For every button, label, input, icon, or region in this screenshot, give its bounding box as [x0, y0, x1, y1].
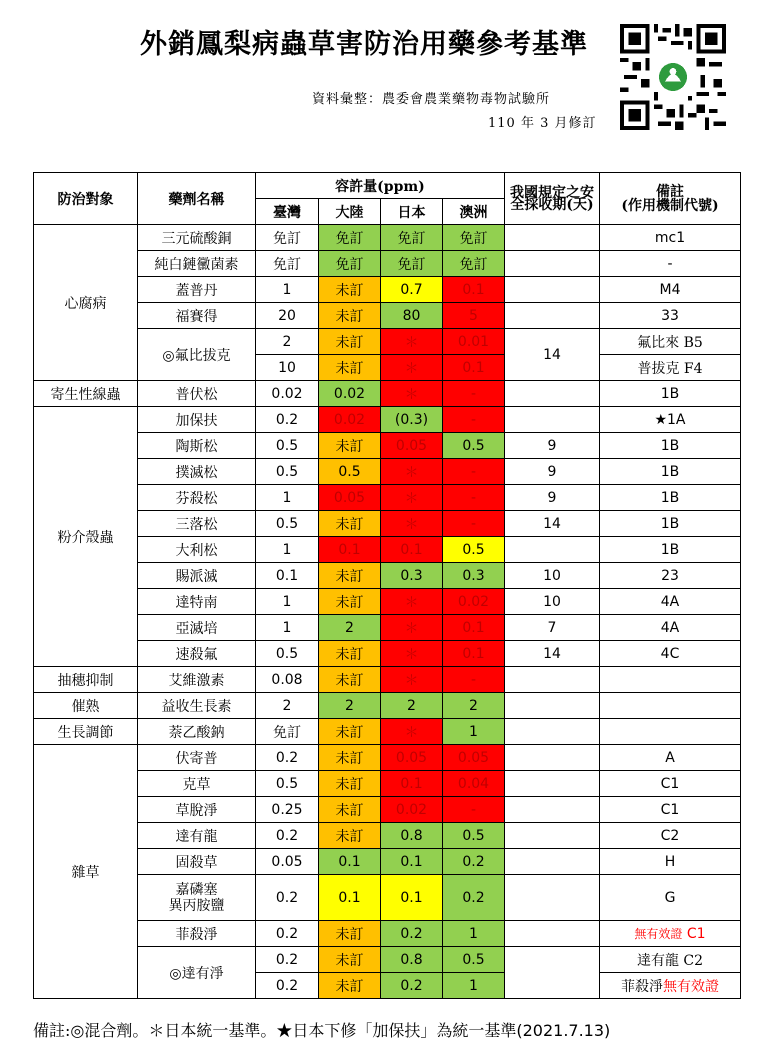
- tw-cell: 0.1: [256, 563, 319, 589]
- au-cell: 0.2: [443, 849, 505, 875]
- agent-cell: ◎達有淨: [138, 947, 256, 999]
- note-cell: 達有龍 C2: [600, 947, 741, 973]
- jp-cell: 0.1: [381, 849, 443, 875]
- jp-cell: 80: [381, 303, 443, 329]
- table-row: [34, 947, 741, 973]
- cn-cell: 0.5: [319, 459, 381, 485]
- au-cell: 0.1: [443, 615, 505, 641]
- note-cell: 23: [600, 563, 741, 589]
- jp-cell: ＊: [381, 667, 443, 693]
- phi-cell: [505, 745, 600, 771]
- phi-cell: [505, 797, 600, 823]
- tw-cell: 0.5: [256, 511, 319, 537]
- note-cell: mc1: [600, 225, 741, 251]
- cn-cell: 未訂: [319, 511, 381, 537]
- agent-cell: 達特南: [138, 589, 256, 615]
- tw-cell: 1: [256, 589, 319, 615]
- tw-cell: 0.5: [256, 771, 319, 797]
- table-row: [34, 745, 741, 771]
- tw-cell: 0.25: [256, 797, 319, 823]
- cn-cell: 未訂: [319, 797, 381, 823]
- au-cell: 0.5: [443, 433, 505, 459]
- au-cell: 免訂: [443, 225, 505, 251]
- phi-cell: [505, 875, 600, 921]
- agent-cell: 菲殺淨: [138, 921, 256, 947]
- note-cell: 氟比來 B5: [600, 329, 741, 355]
- au-cell: 0.5: [443, 537, 505, 563]
- tw-cell: 1: [256, 537, 319, 563]
- target-cell: 寄生性線蟲: [34, 381, 138, 407]
- tw-cell: 2: [256, 693, 319, 719]
- phi-cell: [505, 381, 600, 407]
- note-cell: 1B: [600, 433, 741, 459]
- cn-cell: 未訂: [319, 947, 381, 973]
- jp-cell: ＊: [381, 381, 443, 407]
- note-cell: -: [600, 251, 741, 277]
- cn-cell: 未訂: [319, 563, 381, 589]
- au-cell: 5: [443, 303, 505, 329]
- note-cell: A: [600, 745, 741, 771]
- cn-cell: 0.1: [319, 537, 381, 563]
- cn-cell: 0.05: [319, 485, 381, 511]
- phi-cell: [505, 251, 600, 277]
- tw-cell: 0.5: [256, 433, 319, 459]
- phi-cell: [505, 947, 600, 999]
- note-cell: G: [600, 875, 741, 921]
- cn-cell: 0.1: [319, 875, 381, 921]
- jp-cell: 0.2: [381, 973, 443, 999]
- jp-cell: ＊: [381, 511, 443, 537]
- tw-cell: 1: [256, 277, 319, 303]
- note-cell: [600, 921, 741, 947]
- tw-cell: 0.5: [256, 459, 319, 485]
- agent-cell: 艾維激素: [138, 667, 256, 693]
- header-agent: 藥劑名稱: [138, 173, 256, 225]
- agent-cell: 萘乙酸鈉: [138, 719, 256, 745]
- jp-cell: 0.05: [381, 433, 443, 459]
- target-cell: 催熟: [34, 693, 138, 719]
- phi-cell: [505, 277, 600, 303]
- note-cell: C1: [600, 771, 741, 797]
- cn-cell: 2: [319, 615, 381, 641]
- cn-cell: 未訂: [319, 277, 381, 303]
- au-cell: -: [443, 407, 505, 433]
- au-cell: 0.1: [443, 641, 505, 667]
- table-row: [34, 511, 741, 537]
- phi-cell: [505, 537, 600, 563]
- agent-cell: 加保扶: [138, 407, 256, 433]
- target-cell: 生長調節: [34, 719, 138, 745]
- note-cell: H: [600, 849, 741, 875]
- phi-cell: 10: [505, 589, 600, 615]
- phi-cell: [505, 771, 600, 797]
- agent-cell: 三落松: [138, 511, 256, 537]
- table-row: [34, 277, 741, 303]
- table-row: [34, 849, 741, 875]
- au-cell: 0.5: [443, 823, 505, 849]
- tw-cell: 0.2: [256, 973, 319, 999]
- jp-cell: ＊: [381, 329, 443, 355]
- cn-cell: 0.02: [319, 381, 381, 407]
- header-phi: 我國規定之安全採收期(天): [505, 173, 600, 225]
- agent-cell: 普伏松: [138, 381, 256, 407]
- note-cell: 1B: [600, 459, 741, 485]
- jp-cell: 0.1: [381, 875, 443, 921]
- note-cell: 4A: [600, 589, 741, 615]
- header-note-sub: (作用機制代號): [621, 197, 719, 214]
- agent-cell: 亞滅培: [138, 615, 256, 641]
- table-row: [34, 485, 741, 511]
- footnote: [33, 1018, 610, 1041]
- table-row: [34, 303, 741, 329]
- table-row: [34, 875, 741, 921]
- note-cell: 33: [600, 303, 741, 329]
- agent-cell: 純白鏈黴菌素: [138, 251, 256, 277]
- cn-cell: 2: [319, 693, 381, 719]
- note-cell: 1B: [600, 537, 741, 563]
- table-row: [34, 563, 741, 589]
- tw-cell: 免訂: [256, 719, 319, 745]
- cn-cell: 0.02: [319, 407, 381, 433]
- tw-cell: 20: [256, 303, 319, 329]
- header-australia: 澳洲: [443, 199, 505, 225]
- agent-cell: ◎氟比拔克: [138, 329, 256, 381]
- jp-cell: 0.02: [381, 797, 443, 823]
- agent-cell: 福賽得: [138, 303, 256, 329]
- table-row: [34, 407, 741, 433]
- tw-cell: 0.5: [256, 641, 319, 667]
- note-cell: 1B: [600, 381, 741, 407]
- table-row: [34, 771, 741, 797]
- note-cell: [600, 693, 741, 719]
- note-cell: ★1A: [600, 407, 741, 433]
- au-cell: 0.05: [443, 745, 505, 771]
- jp-cell: 免訂: [381, 225, 443, 251]
- note-cell: M4: [600, 277, 741, 303]
- cn-cell: 未訂: [319, 433, 381, 459]
- cn-cell: 未訂: [319, 771, 381, 797]
- note-cell: [600, 719, 741, 745]
- agent-cell: [138, 875, 256, 921]
- jp-cell: ＊: [381, 459, 443, 485]
- table-row: [34, 433, 741, 459]
- agent-cell: 伏寄普: [138, 745, 256, 771]
- table-row: [34, 693, 741, 719]
- table-row: [34, 225, 741, 251]
- agent-cell: 芬殺松: [138, 485, 256, 511]
- tw-cell: 0.05: [256, 849, 319, 875]
- au-cell: 0.5: [443, 947, 505, 973]
- pesticide-table: [33, 172, 741, 999]
- tw-cell: 0.2: [256, 823, 319, 849]
- table-row: [34, 719, 741, 745]
- phi-cell: 14: [505, 329, 600, 381]
- jp-cell: 2: [381, 693, 443, 719]
- au-cell: -: [443, 667, 505, 693]
- note-cell: 4A: [600, 615, 741, 641]
- header-note: [600, 173, 741, 225]
- tw-cell: 0.2: [256, 921, 319, 947]
- note-cell: 1B: [600, 511, 741, 537]
- phi-cell: [505, 693, 600, 719]
- jp-cell: 免訂: [381, 251, 443, 277]
- cn-cell: 未訂: [319, 823, 381, 849]
- jp-cell: 0.05: [381, 745, 443, 771]
- header-china: 大陸: [319, 199, 381, 225]
- table-row: [34, 459, 741, 485]
- au-cell: 0.1: [443, 355, 505, 381]
- header-mrl: 容許量(ppm): [256, 173, 505, 199]
- footnote-date: (2021.7.13): [516, 1021, 611, 1040]
- jp-cell: (0.3): [381, 407, 443, 433]
- target-cell: 粉介殼蟲: [34, 407, 138, 667]
- agent-cell: 益收生長素: [138, 693, 256, 719]
- tw-cell: 免訂: [256, 251, 319, 277]
- target-cell: 雜草: [34, 745, 138, 999]
- au-cell: 0.02: [443, 589, 505, 615]
- phi-cell: [505, 303, 600, 329]
- phi-cell: 9: [505, 485, 600, 511]
- au-cell: 0.04: [443, 771, 505, 797]
- au-cell: 1: [443, 973, 505, 999]
- table-row: [34, 667, 741, 693]
- jp-cell: ＊: [381, 641, 443, 667]
- cn-cell: 未訂: [319, 589, 381, 615]
- au-cell: -: [443, 459, 505, 485]
- cn-cell: 未訂: [319, 303, 381, 329]
- note-cell: 1B: [600, 485, 741, 511]
- cn-cell: 未訂: [319, 641, 381, 667]
- cn-cell: 0.1: [319, 849, 381, 875]
- jp-cell: 0.8: [381, 823, 443, 849]
- jp-cell: 0.7: [381, 277, 443, 303]
- table-row: [34, 329, 741, 355]
- au-cell: -: [443, 381, 505, 407]
- au-cell: 1: [443, 921, 505, 947]
- au-cell: -: [443, 485, 505, 511]
- jp-cell: ＊: [381, 719, 443, 745]
- agent-cell: 撲滅松: [138, 459, 256, 485]
- tw-cell: 10: [256, 355, 319, 381]
- page-title: 外銷鳳梨病蟲草害防治用藥參考基準: [140, 29, 588, 60]
- cn-cell: 未訂: [319, 745, 381, 771]
- agent-cell: 賜派滅: [138, 563, 256, 589]
- tw-cell: 0.08: [256, 667, 319, 693]
- cn-cell: 免訂: [319, 225, 381, 251]
- no-valid-license-tag: 無有效證: [634, 927, 683, 941]
- phi-cell: 14: [505, 511, 600, 537]
- jp-cell: ＊: [381, 485, 443, 511]
- table-row: [34, 921, 741, 947]
- table-row: [34, 823, 741, 849]
- tw-cell: 0.2: [256, 947, 319, 973]
- tw-cell: 0.2: [256, 745, 319, 771]
- note-cell: [600, 973, 741, 999]
- header-taiwan: 臺灣: [256, 199, 319, 225]
- target-cell: 抽穗抑制: [34, 667, 138, 693]
- moa-code: C1: [686, 926, 706, 942]
- header-note-label: 備註: [656, 183, 684, 200]
- agent-name-line2: 異丙胺鹽: [168, 897, 225, 914]
- au-cell: -: [443, 797, 505, 823]
- header-target: 防治對象: [34, 173, 138, 225]
- phi-cell: [505, 667, 600, 693]
- table-row: [34, 381, 741, 407]
- note-cell: C1: [600, 797, 741, 823]
- agent-cell: 陶斯松: [138, 433, 256, 459]
- phi-cell: [505, 823, 600, 849]
- table-row: [34, 615, 741, 641]
- agent-name-line1: 嘉磷塞: [175, 881, 218, 898]
- agent-cell: 克草: [138, 771, 256, 797]
- jp-cell: 0.2: [381, 921, 443, 947]
- phi-cell: [505, 225, 600, 251]
- phi-cell: 10: [505, 563, 600, 589]
- au-cell: -: [443, 511, 505, 537]
- au-cell: 免訂: [443, 251, 505, 277]
- tw-cell: 2: [256, 329, 319, 355]
- jp-cell: 0.1: [381, 537, 443, 563]
- cn-cell: 免訂: [319, 251, 381, 277]
- table-row: [34, 589, 741, 615]
- revision-date: 110 年 3 月修訂: [488, 116, 597, 131]
- cn-cell: 未訂: [319, 973, 381, 999]
- tw-cell: 0.02: [256, 381, 319, 407]
- qr-code-icon: [620, 24, 726, 130]
- tw-cell: 1: [256, 615, 319, 641]
- note-cell: C2: [600, 823, 741, 849]
- jp-cell: ＊: [381, 355, 443, 381]
- cn-cell: 未訂: [319, 921, 381, 947]
- au-cell: 0.3: [443, 563, 505, 589]
- au-cell: 0.1: [443, 277, 505, 303]
- au-cell: 0.2: [443, 875, 505, 921]
- tw-cell: 0.2: [256, 875, 319, 921]
- jp-cell: ＊: [381, 615, 443, 641]
- note-cell: 4C: [600, 641, 741, 667]
- phi-cell: 14: [505, 641, 600, 667]
- jp-cell: 0.8: [381, 947, 443, 973]
- table-row: [34, 797, 741, 823]
- agent-cell: 達有龍: [138, 823, 256, 849]
- phi-cell: 9: [505, 433, 600, 459]
- phi-cell: [505, 921, 600, 947]
- table-row: [34, 251, 741, 277]
- note-cell: [600, 667, 741, 693]
- phi-cell: 7: [505, 615, 600, 641]
- au-cell: 0.01: [443, 329, 505, 355]
- footnote-text: 備註:◎混合劑。＊日本統一基準。★日本下修「加保扶」為統一基準: [33, 1021, 517, 1040]
- cn-cell: 未訂: [319, 719, 381, 745]
- tw-cell: 0.2: [256, 407, 319, 433]
- header-japan: 日本: [381, 199, 443, 225]
- jp-cell: 0.3: [381, 563, 443, 589]
- phi-cell: [505, 407, 600, 433]
- jp-cell: ＊: [381, 589, 443, 615]
- component-name: 菲殺淨: [621, 978, 663, 995]
- agent-cell: 大利松: [138, 537, 256, 563]
- au-cell: 1: [443, 719, 505, 745]
- agent-cell: 固殺草: [138, 849, 256, 875]
- cn-cell: 未訂: [319, 667, 381, 693]
- note-cell: 普拔克 F4: [600, 355, 741, 381]
- agent-cell: 草脫淨: [138, 797, 256, 823]
- tw-cell: 1: [256, 485, 319, 511]
- table-row: [34, 641, 741, 667]
- au-cell: 2: [443, 693, 505, 719]
- target-cell: 心腐病: [34, 225, 138, 381]
- agent-cell: 蓋普丹: [138, 277, 256, 303]
- cn-cell: 未訂: [319, 355, 381, 381]
- agent-cell: 速殺氟: [138, 641, 256, 667]
- phi-cell: [505, 849, 600, 875]
- source-line: 資料彙整：農委會農業藥物毒物試驗所: [312, 92, 551, 107]
- jp-cell: 0.1: [381, 771, 443, 797]
- cn-cell: 未訂: [319, 329, 381, 355]
- no-valid-license-tag: 無有效證: [663, 978, 719, 995]
- agent-cell: 三元硫酸銅: [138, 225, 256, 251]
- tw-cell: 免訂: [256, 225, 319, 251]
- phi-cell: 9: [505, 459, 600, 485]
- phi-cell: [505, 719, 600, 745]
- table-row: [34, 537, 741, 563]
